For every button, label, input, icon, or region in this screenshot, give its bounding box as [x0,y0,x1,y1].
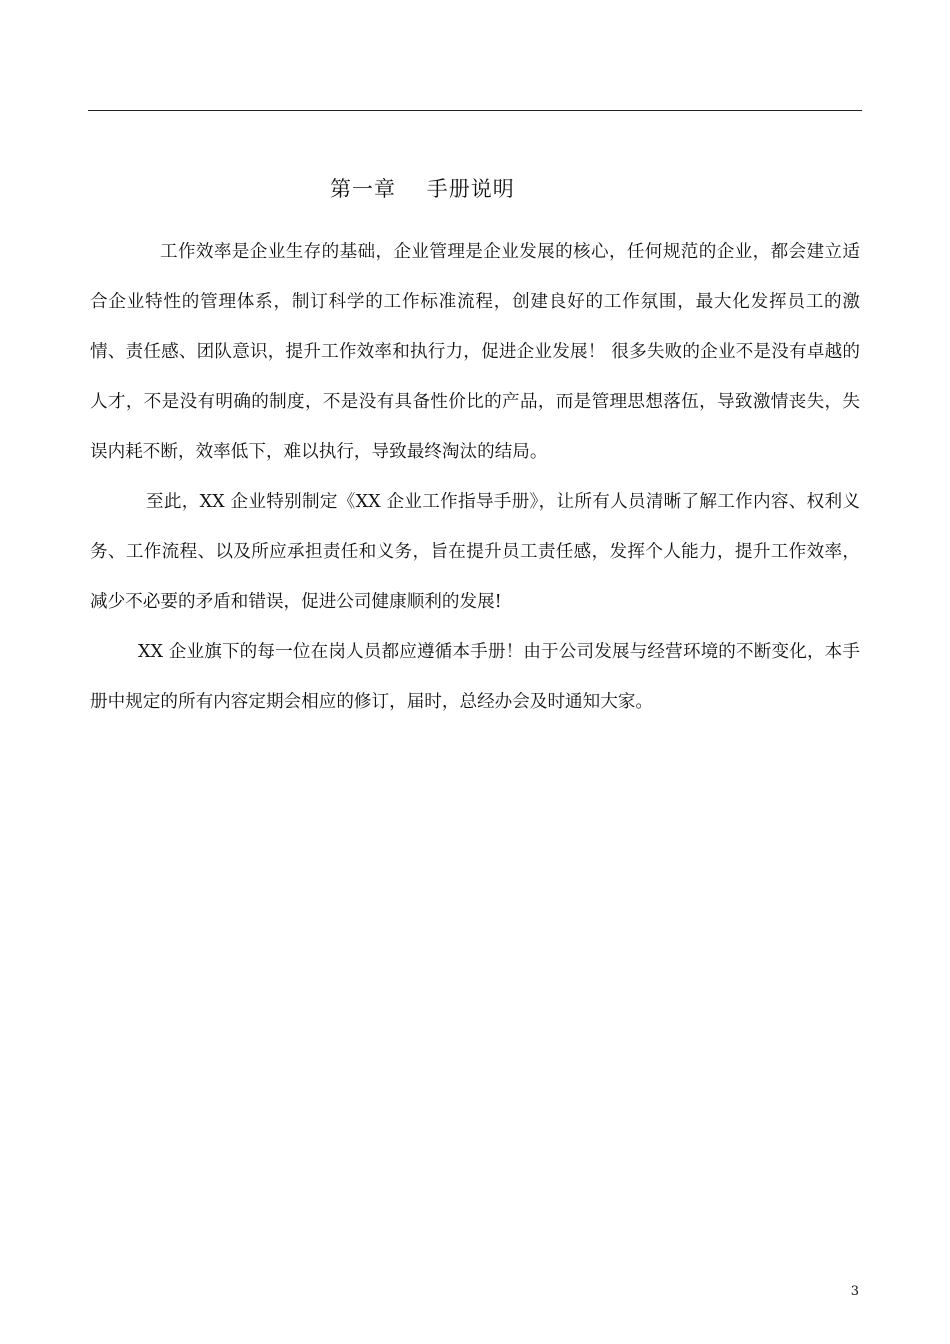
paragraph-compliance: XX 企业旗下的每一位在岗人员都应遵循本手册！由于公司发展与经营环境的不断变化，本手册中规定的所有内容定期会相应的修订，届时，总经办会及时通知大家。 [90,642,860,712]
header-rule [88,110,862,111]
chapter-title: 第一章 手册说明 [330,177,515,201]
page-number: 3 [850,1284,859,1299]
paragraph-purpose: 至此，XX 企业特别制定《XX 企业工作指导手册》，让所有人员清晰了解工作内容、权利义务、工作流程、以及所应承担责任和义务，旨在提升员工责任感，发挥个人能力，提升工作效率，减少不必要的矛盾和错误，促进公司健康顺利的发展! [90,492,860,612]
paragraph-intro: 工作效率是企业生存的基础，企业管理是企业发展的核心，任何规范的企业，都会建立适合企业特性的管理体系，制订科学的工作标准流程，创建良好的工作氛围，最大化发挥员工的激情、责任感、团队意识，提升工作效率和执行力，促进企业发展！ 很多失败的企业不是没有卓越的人才，不是没有明确的制度，不是没有具备性价比的产品，而是管理思想落伍，导致激情丧失，失误内耗不断，效率低下，难以执行，导致最终淘汰的结局。 [90,242,860,462]
